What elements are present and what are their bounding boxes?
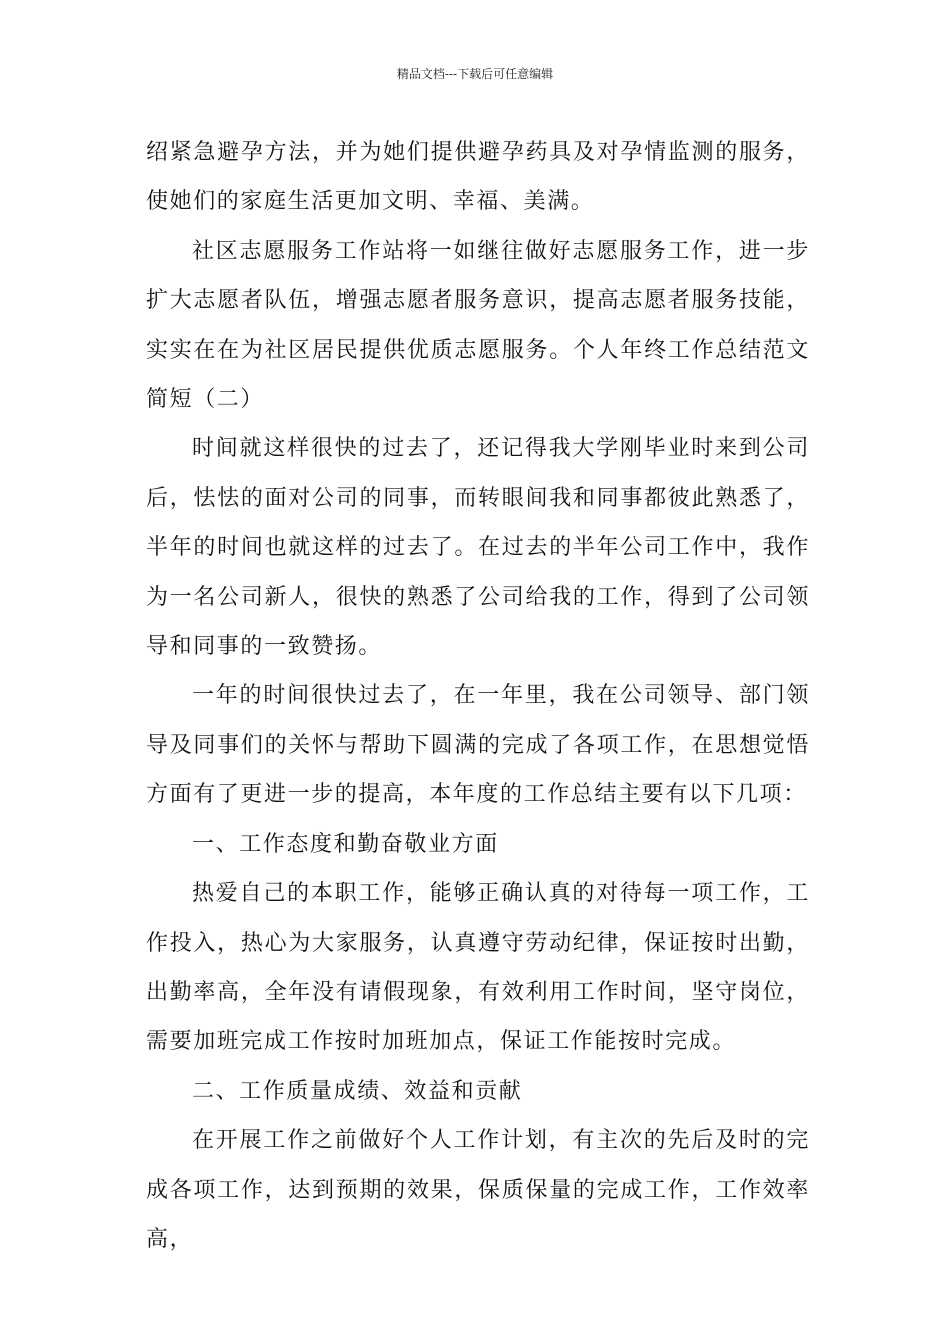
document-body bbox=[146, 128, 810, 1264]
section-heading-1: 一、工作态度和勤奋敬业方面 bbox=[192, 831, 499, 857]
paragraph-4: 一年的时间很快过去了，在一年里，我在公司领导、部门领导及同事们的关怀与帮助下圆满的完成了各项工作，在思想觉悟方面有了更进一步的提高，本年度的工作总结主要有以下几项： bbox=[146, 683, 810, 808]
page-header: 精品文档---下载后可任意编辑 bbox=[396, 67, 554, 81]
paragraph-3: 时间就这样很快的过去了，还记得我大学刚毕业时来到公司后，怯怯的面对公司的同事，而转眼间我和同事都彼此熟悉了，半年的时间也就这样的过去了。在过去的半年公司工作中，我作为一名公司新人，很快的熟悉了公司给我的工作，得到了公司领导和同事的一致赞扬。 bbox=[146, 436, 810, 660]
section-heading-2: 二、工作质量成绩、效益和贡献 bbox=[192, 1078, 523, 1104]
paragraph-1: 绍紧急避孕方法，并为她们提供避孕药具及对孕情监测的服务，使她们的家庭生活更加文明、幸福、美满。 bbox=[146, 140, 810, 215]
paragraph-2: 社区志愿服务工作站将一如继往做好志愿服务工作，进一步扩大志愿者队伍，增强志愿者服务意识，提高志愿者服务技能，实实在在为社区居民提供优质志愿服务。个人年终工作总结范文简短（二） bbox=[146, 238, 810, 413]
paragraph-6: 在开展工作之前做好个人工作计划，有主次的先后及时的完成各项工作，达到预期的效果，保质保量的完成工作，工作效率高， bbox=[146, 1128, 810, 1252]
paragraph-5: 热爱自己的本职工作，能够正确认真的对待每一项工作，工作投入，热心为大家服务，认真遵守劳动纪律，保证按时出勤，出勤率高，全年没有请假现象，有效利用工作时间，坚守岗位，需要加班完成工作按时加班加点，保证工作能按时完成。 bbox=[146, 881, 810, 1055]
